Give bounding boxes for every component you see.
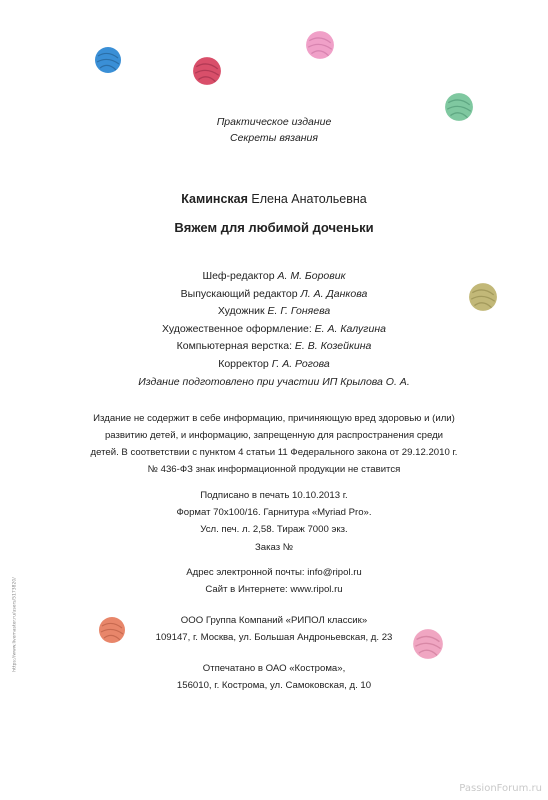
- notice-line: Издание не содержит в себе информацию, причиняющую вред здоровью и (или): [93, 413, 455, 424]
- credit-name: Е. Г. Гоняева: [267, 305, 331, 318]
- series-block: [0, 114, 548, 146]
- legal-notice: [0, 410, 548, 478]
- credit-role: Выпускающий редактор: [180, 287, 298, 300]
- email-line: Адрес электронной почты: info@ripol.ru: [186, 567, 362, 578]
- printer-address: 156010, г. Кострома, ул. Самоковская, д. 10: [176, 680, 372, 692]
- printer-name: Отпечатано в ОАО «Кострома»,: [202, 663, 346, 674]
- notice-line: развитию детей, и информацию, запрещенную для распространения среди: [104, 430, 444, 441]
- publisher-block: [0, 612, 548, 646]
- credit-name: Е. А. Калугина: [314, 322, 386, 335]
- credit-role: Художественное оформление:: [162, 322, 312, 335]
- publisher-name: ООО Группа Компаний «РИПОЛ классик»: [180, 615, 368, 626]
- credit-name: Е. В. Козейкина: [294, 340, 372, 353]
- author-surname: Каминская: [181, 192, 248, 206]
- series-line: Секреты вязания: [229, 132, 319, 144]
- print-info: [0, 487, 548, 556]
- credit-name: А. М. Боровик: [277, 270, 346, 282]
- credit-role: Корректор: [218, 357, 269, 370]
- author-given-name: Елена Анатольевна: [251, 192, 367, 206]
- credits-block: [0, 268, 548, 374]
- side-source-url: https://www.livemaster.ru/users/5173820/: [12, 577, 18, 672]
- yarn-ball-red-icon: [192, 56, 222, 86]
- credit-line: [0, 268, 548, 286]
- print-line: Подписано в печать 10.10.2013 г.: [200, 490, 348, 501]
- book-title: Вяжем для любимой доченьки: [174, 220, 374, 235]
- yarn-ball-blue-icon: [94, 46, 122, 74]
- contacts-block: [0, 564, 548, 598]
- notice-line: № 436-ФЗ знак информационной продукции не ставится: [147, 464, 401, 475]
- credit-role: Шеф-редактор: [202, 270, 275, 282]
- prepared-note: Издание подготовлено при участии ИП Крылова О. А.: [138, 376, 410, 388]
- credit-line: [0, 338, 548, 356]
- watermark: PassionForum.ru: [459, 783, 542, 794]
- credit-name: Л. А. Данкова: [300, 287, 368, 300]
- credit-line: [0, 321, 548, 339]
- yarn-ball-pink-icon: [305, 30, 335, 60]
- credit-name: Г. А. Рогова: [271, 357, 330, 370]
- author-line: [0, 192, 548, 206]
- credit-role: Компьютерная верстка:: [176, 340, 292, 353]
- credit-line: [0, 286, 548, 304]
- credit-role: Художник: [217, 305, 265, 318]
- website-line: Сайт в Интернете: www.ripol.ru: [205, 584, 343, 596]
- printer-block: [0, 660, 548, 694]
- notice-line: детей. В соответствии с пунктом 4 статьи 11 Федерального закона от 29.12.2010 г.: [90, 447, 458, 458]
- print-line: Формат 70x100/16. Гарнитура «Myriad Pro».: [176, 507, 372, 519]
- credit-line: [0, 303, 548, 321]
- publisher-address: 109147, г. Москва, ул. Большая Андроньевская, д. 23: [155, 632, 393, 644]
- credit-line: [0, 356, 548, 374]
- print-line: Усл. печ. л. 2,58. Тираж 7000 экз.: [200, 524, 348, 536]
- print-line: Заказ №: [254, 541, 294, 553]
- series-line: Практическое издание: [216, 116, 332, 128]
